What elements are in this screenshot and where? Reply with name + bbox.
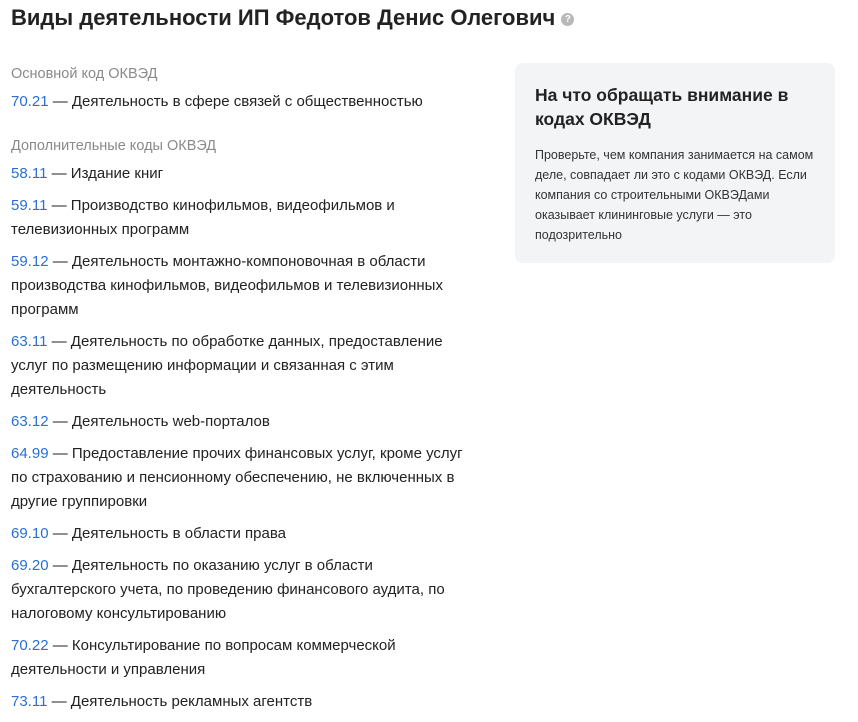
okved-separator: — [48,637,72,654]
extra-okved-item [11,162,481,186]
okved-separator: — [48,445,72,462]
okved-code-link[interactable]: 63.11 [11,333,48,350]
okved-code-link[interactable]: 59.11 [11,197,48,214]
okved-code-link[interactable]: 58.11 [11,165,48,182]
okved-separator: — [47,333,71,350]
okved-code-link[interactable]: 59.12 [11,253,49,270]
okved-name: Деятельность в области права [71,525,286,542]
extra-okved-item [11,690,481,714]
okved-separator: — [47,693,71,710]
okved-separator: — [48,525,72,542]
okved-name: Деятельность в сфере связей с общественностью [71,93,423,110]
extra-okved-item [11,410,481,434]
info-card [515,63,835,263]
okved-name: Деятельность рекламных агентств [70,693,313,710]
okved-code-link[interactable]: 69.10 [11,525,49,542]
extra-okved-item [11,250,481,322]
extra-okved-item [11,442,481,514]
okved-name: Деятельность по обработке данных, предоставление услуг по размещению информации и связанная с этим деятельность [11,333,443,398]
okved-separator: — [48,93,72,110]
main-okved-label: Основной код ОКВЭД [11,66,158,82]
extra-okved-item [11,522,481,546]
okved-separator: — [48,253,72,270]
okved-code-link[interactable]: 69.20 [11,557,49,574]
okved-name: Деятельность web-порталов [71,413,270,430]
extra-okved-item [11,330,481,402]
extra-okved-label: Дополнительные коды ОКВЭД [11,138,217,154]
okved-separator: — [47,197,71,214]
main-okved-item [11,90,481,114]
info-card-title: На что обращать внимание в кодах ОКВЭД [535,85,789,129]
extra-okved-list [11,162,481,714]
extra-okved-item [11,194,481,242]
page-title-text: Виды деятельности ИП Федотов Денис Олегович [11,5,556,30]
extra-okved-item [11,634,481,682]
info-card-text: Проверьте, чем компания занимается на самом деле, совпадает ли это с кодами ОКВЭД. Если компания со строительными ОКВЭДами оказывает клининговые услуги — это подозрительно [535,148,814,242]
okved-list [11,62,481,722]
okved-name: Предоставление прочих финансовых услуг, кроме услуг по страхованию и пенсионному обеспечению, не включенных в другие группировки [11,445,463,510]
extra-okved-item [11,554,481,626]
okved-code-link[interactable]: 70.21 [11,93,49,110]
okved-code-link[interactable]: 73.11 [11,693,48,710]
okved-code-link[interactable]: 70.22 [11,637,49,654]
page-title [11,4,574,32]
okved-code-link[interactable]: 64.99 [11,445,49,462]
okved-name: Деятельность монтажно-компоновочная в области производства кинофильмов, видеофильмов и телевизионных программ [11,253,443,318]
okved-separator: — [48,413,72,430]
okved-separator: — [48,557,72,574]
okved-separator: — [47,165,71,182]
okved-name: Издание книг [70,165,164,182]
okved-name: Производство кинофильмов, видеофильмов и телевизионных программ [11,197,395,238]
okved-code-link[interactable]: 63.12 [11,413,49,430]
help-icon[interactable]: ? [561,13,574,26]
okved-name: Деятельность по оказанию услуг в области бухгалтерского учета, по проведению финансового аудита, по налоговому консультированию [11,557,445,622]
okved-name: Консультирование по вопросам коммерческой деятельности и управления [11,637,396,678]
